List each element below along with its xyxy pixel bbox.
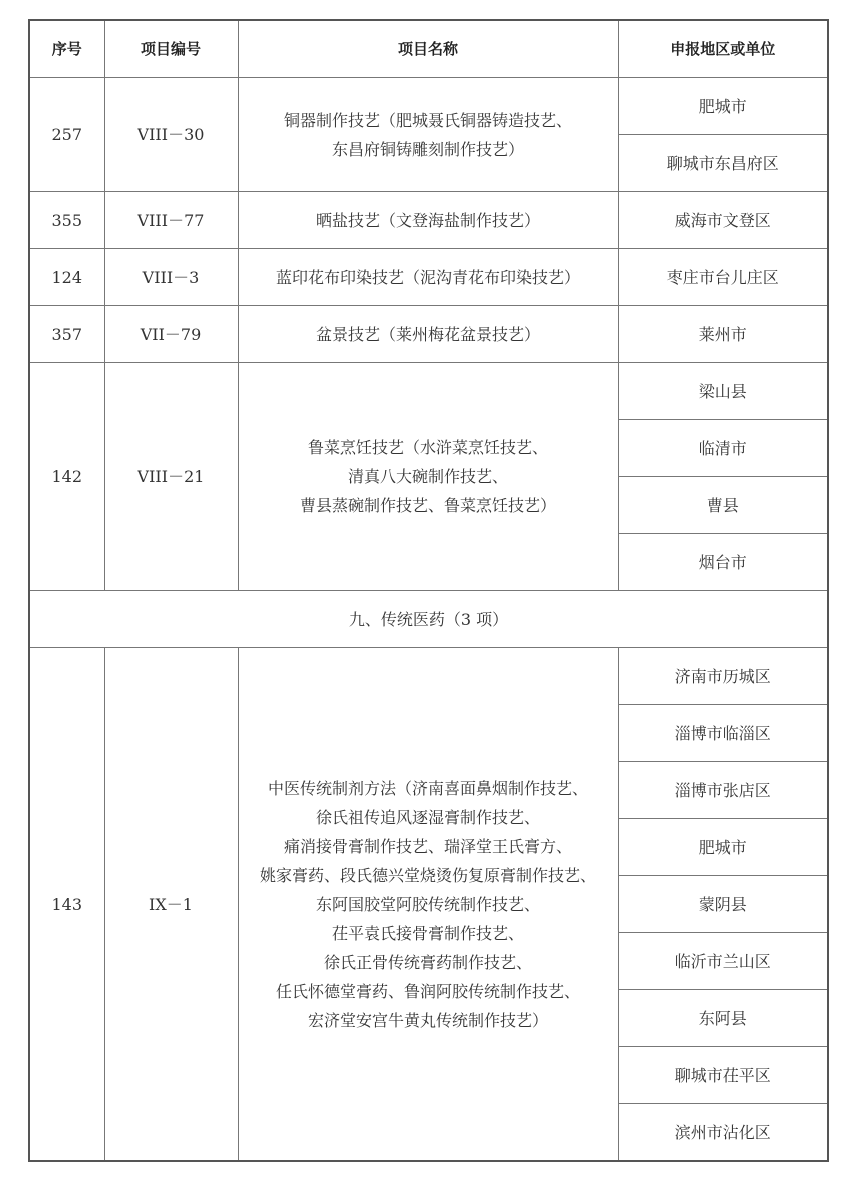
cell-region: 东阿县 xyxy=(618,990,828,1047)
project-name-line: 姚家膏药、段氏德兴堂烧烫伤复原膏制作技艺、 xyxy=(259,865,596,885)
cell-region: 曹县 xyxy=(618,477,828,534)
project-name-line: 蓝印花布印染技艺（泥沟青花布印染技艺） xyxy=(275,267,580,287)
cell-region: 威海市文登区 xyxy=(618,192,828,249)
cell-region: 肥城市 xyxy=(618,78,828,135)
table-row xyxy=(29,249,828,306)
cell-region: 聊城市东昌府区 xyxy=(618,135,828,192)
cell-seq: 142 xyxy=(29,363,104,591)
heritage-project-table xyxy=(28,19,829,1162)
cell-project-name xyxy=(238,78,618,192)
project-name-line: 中医传统制剂方法（济南喜面鼻烟制作技艺、 xyxy=(267,778,588,798)
cell-region: 淄博市临淄区 xyxy=(618,705,828,762)
project-name-line: 东昌府铜铸雕刻制作技艺） xyxy=(331,139,524,159)
project-name-line: 清真八大碗制作技艺、 xyxy=(347,467,508,486)
project-name-line: 茌平袁氏接骨膏制作技艺、 xyxy=(331,923,524,943)
cell-region: 济南市历城区 xyxy=(618,648,828,705)
cell-seq: 143 xyxy=(29,648,104,1162)
cell-region: 滨州市沾化区 xyxy=(618,1104,828,1162)
project-name-line: 鲁菜烹饪技艺（水浒菜烹饪技艺、 xyxy=(307,438,548,457)
header-name: 项目名称 xyxy=(238,20,618,78)
cell-code: VII－79 xyxy=(104,306,238,363)
cell-project-name xyxy=(238,306,618,363)
project-name-line: 徐氏正骨传统膏药制作技艺、 xyxy=(323,952,532,972)
cell-seq: 357 xyxy=(29,306,104,363)
project-name-line: 晒盐技艺（文登海盐制作技艺） xyxy=(315,210,540,230)
project-name-line: 痛消接骨膏制作技艺、瑞泽堂王氏膏方、 xyxy=(283,836,572,856)
table-row xyxy=(29,192,828,249)
table-row xyxy=(29,78,828,135)
section-row xyxy=(29,591,828,648)
cell-code: IX－1 xyxy=(104,648,238,1162)
cell-project-name xyxy=(238,192,618,249)
cell-region: 肥城市 xyxy=(618,819,828,876)
table-row xyxy=(29,306,828,363)
project-name-line: 铜器制作技艺（肥城聂氏铜器铸造技艺、 xyxy=(283,110,572,130)
cell-seq: 355 xyxy=(29,192,104,249)
cell-code: VIII－30 xyxy=(104,78,238,192)
header-row xyxy=(29,20,828,78)
cell-project-name xyxy=(238,648,618,1162)
cell-region: 蒙阴县 xyxy=(618,876,828,933)
header-region: 申报地区或单位 xyxy=(618,20,828,78)
cell-region: 烟台市 xyxy=(618,534,828,591)
cell-region: 临沂市兰山区 xyxy=(618,933,828,990)
cell-region: 莱州市 xyxy=(618,306,828,363)
table-row xyxy=(29,363,828,420)
section-title: 九、传统医药（3 项） xyxy=(29,591,828,648)
project-name-line: 宏济堂安宫牛黄丸传统制作技艺） xyxy=(307,1010,548,1030)
cell-project-name xyxy=(238,249,618,306)
cell-seq: 124 xyxy=(29,249,104,306)
cell-code: VIII－77 xyxy=(104,192,238,249)
project-name-line: 徐氏祖传追风逐湿膏制作技艺、 xyxy=(315,807,540,827)
cell-region: 聊城市茌平区 xyxy=(618,1047,828,1104)
cell-seq: 257 xyxy=(29,78,104,192)
cell-project-name xyxy=(238,363,618,591)
project-name-line: 曹县蒸碗制作技艺、鲁菜烹饪技艺） xyxy=(299,496,556,515)
cell-code: VIII－3 xyxy=(104,249,238,306)
cell-region: 枣庄市台儿庄区 xyxy=(618,249,828,306)
cell-code: VIII－21 xyxy=(104,363,238,591)
header-code: 项目编号 xyxy=(104,20,238,78)
cell-region: 梁山县 xyxy=(618,363,828,420)
project-name-line: 东阿国胶堂阿胶传统制作技艺、 xyxy=(315,894,540,914)
header-seq: 序号 xyxy=(29,20,104,78)
cell-region: 淄博市张店区 xyxy=(618,762,828,819)
cell-region: 临清市 xyxy=(618,420,828,477)
table-row xyxy=(29,648,828,705)
project-name-line: 盆景技艺（莱州梅花盆景技艺） xyxy=(315,324,540,344)
project-name-line: 任氏怀德堂膏药、鲁润阿胶传统制作技艺、 xyxy=(275,981,580,1001)
